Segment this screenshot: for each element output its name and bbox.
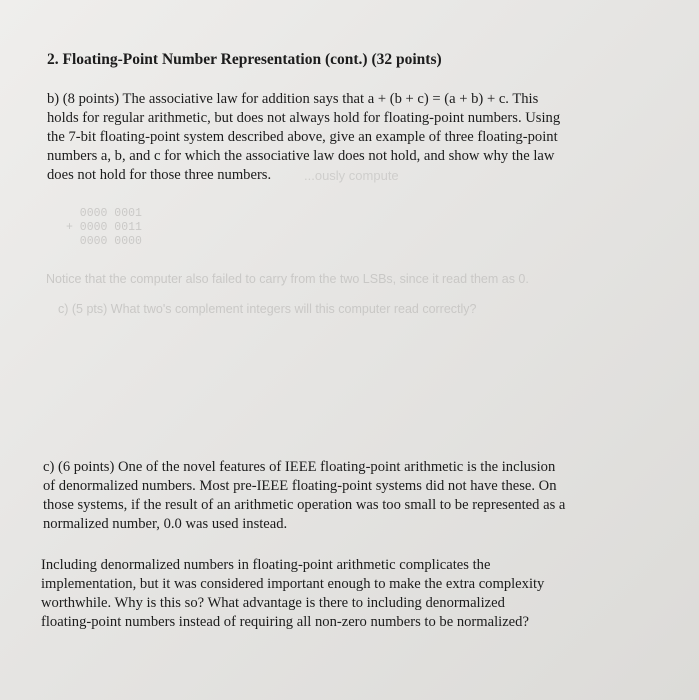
bleed-through-sum-line: + 0000 0011 — [66, 221, 142, 234]
bleed-through-question: c) (5 pts) What two's complement integers will this computer read correctly? — [58, 302, 477, 316]
bleed-through-sum-line: 0000 0000 — [66, 235, 142, 248]
question-b-line: does not hold for those three numbers. — [47, 167, 272, 183]
question-b-line: the 7-bit floating-point system described above, give an example of three floating-point — [47, 129, 558, 145]
question-c-followup-line: worthwhile. Why is this so? What advantage is there to including denormalized — [41, 595, 505, 611]
bleed-through-sum-line: 0000 0001 — [66, 207, 142, 220]
question-c-text — [43, 458, 653, 534]
section-heading: 2. Floating-Point Number Representation (cont.) (32 points) — [47, 51, 442, 68]
question-c-followup-line: Including denormalized numbers in floating-point arithmetic complicates the — [41, 557, 491, 573]
question-b-line: holds for regular arithmetic, but does not always hold for floating-point numbers. Using — [47, 110, 561, 126]
question-b-line: numbers a, b, and c for which the associative law does not hold, and show why the law — [47, 148, 555, 164]
question-c-line: normalized number, 0.0 was used instead. — [43, 516, 288, 532]
question-c-followup-line: floating-point numbers instead of requiring all non-zero numbers to be normalized? — [41, 614, 529, 630]
question-c-line: c) (6 points) One of the novel features of IEEE floating-point arithmetic is the inclusion — [43, 459, 556, 475]
bleed-through-binary-sum — [66, 207, 142, 249]
bleed-through-trail: ...ously compute — [304, 168, 399, 183]
question-c-followup-text — [41, 556, 651, 632]
question-c-line: of denormalized numbers. Most pre-IEEE floating-point systems did not have these. On — [43, 478, 557, 494]
question-c-followup-line: implementation, but it was considered important enough to make the extra complexity — [41, 576, 545, 592]
question-b-line: b) (8 points) The associative law for addition says that a + (b + c) = (a + b) + c. This — [47, 91, 539, 107]
question-c-line: those systems, if the result of an arithmetic operation was too small to be represented as a — [43, 497, 566, 513]
bleed-through-note: Notice that the computer also failed to carry from the two LSBs, since it read them as 0. — [46, 272, 529, 286]
